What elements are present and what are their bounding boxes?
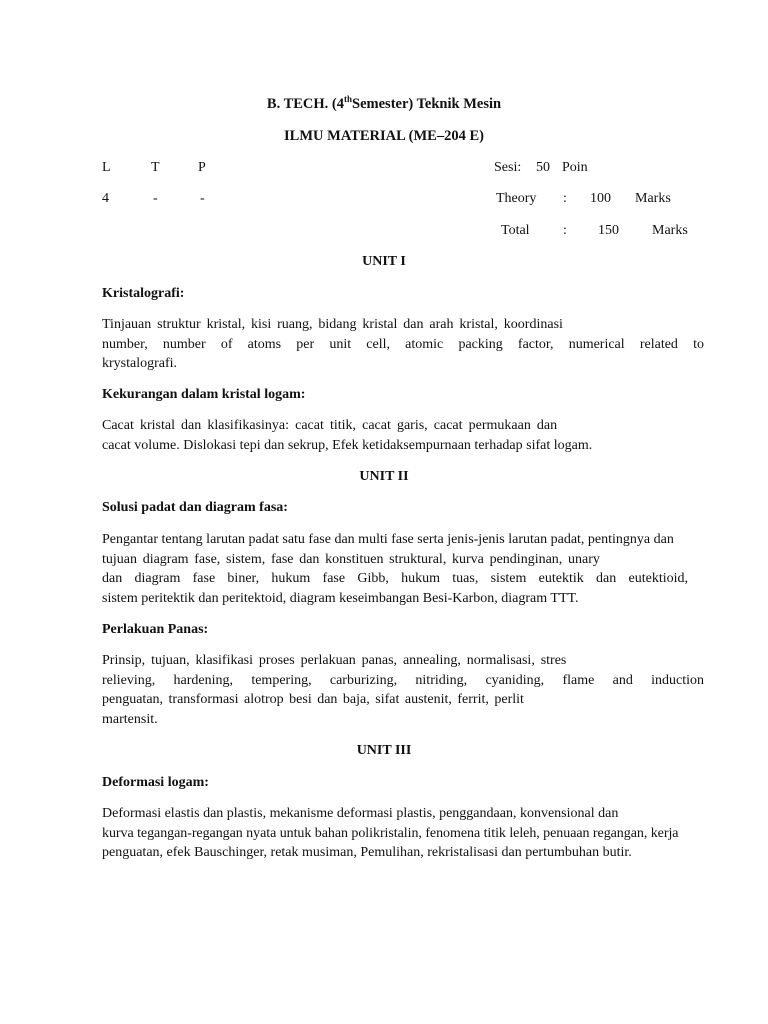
kristalografi-paragraph [102,315,704,374]
solusi-padat-paragraph [102,530,714,608]
unit-2-title: UNIT II [359,469,409,484]
sesi-value: 50 [536,160,550,175]
paragraph-line: number, number of atoms per unit cell, atomic packing factor, numerical related to [102,336,704,352]
paragraph-line: Prinsip, tujuan, klasifikasi proses perlakuan panas, annealing, normalisasi, stres [102,653,567,668]
kekurangan-heading: Kekurangan dalam kristal logam: [102,387,306,402]
paragraph-line: relieving, hardening, tempering, carburizing, nitriding, cyaniding, flame and induction [102,672,704,688]
total-label: Total [501,223,530,238]
unit-3-title: UNIT III [356,743,412,758]
t-label: T [151,160,160,175]
kekurangan-paragraph [102,416,704,455]
perlakuan-panas-paragraph [102,651,704,729]
course-title: ILMU MATERIAL (ME–204 E) [284,128,484,144]
paragraph-line: Cacat kristal dan klasifikasinya: cacat titik, cacat garis, cacat permukaan dan [102,418,558,433]
title-prefix: B. TECH. (4 [266,96,345,112]
theory-value: 100 [590,191,611,206]
deformasi-paragraph [102,804,742,863]
document-title [0,95,768,115]
deformasi-heading: Deformasi logam: [102,775,209,790]
paragraph-line: penguatan, transformasi alotrop besi dan baja, sifat austenit, ferrit, perlit [102,692,524,707]
total-colon: : [563,223,567,238]
title-superscript: th [344,94,353,104]
paragraph-line: cacat volume. Dislokasi tepi dan sekrup, Efek ketidaksempurnaan terhadap sifat logam. [102,437,593,453]
paragraph-line: martensit. [102,711,158,727]
sesi-unit: Poin [562,160,588,175]
kristalografi-heading: Kristalografi: [102,286,185,301]
p-value: - [200,191,205,206]
total-value: 150 [598,223,619,238]
theory-label: Theory [496,191,537,206]
paragraph-line: tujuan diagram fase, sistem, fase dan konstituen struktural, kurva pendinginan, unary [102,551,600,567]
solusi-padat-heading: Solusi padat dan diagram fasa: [102,500,288,515]
paragraph-line: Deformasi elastis dan plastis, mekanisme deformasi plastis, penggandaan, konvensional dan [102,806,619,821]
l-value: 4 [102,191,109,206]
paragraph-line: Tinjauan struktur kristal, kisi ruang, bidang kristal dan arah kristal, koordinasi [102,317,563,332]
paragraph-line: krystalografi. [102,356,178,371]
title-suffix: Semester) Teknik Mesin [352,96,502,112]
paragraph-line: Pengantar tentang larutan padat satu fase dan multi fase serta jenis-jenis larutan padat, pentingnya dan [102,532,674,547]
unit-1-title: UNIT I [362,254,406,269]
paragraph-line: kurva tegangan-regangan nyata untuk bahan polikristalin, fenomena titik leleh, penuaan regangan, kerja [102,825,679,841]
total-unit: Marks [652,223,688,238]
theory-unit: Marks [635,191,671,206]
t-value: - [153,191,158,206]
perlakuan-panas-heading: Perlakuan Panas: [102,622,209,637]
sesi-label: Sesi: [494,160,522,175]
p-label: P [198,160,206,175]
l-label: L [102,160,111,175]
paragraph-line: penguatan, efek Bauschinger, retak musiman, Pemulihan, rekristalisasi dan pertumbuhan butir. [102,845,632,860]
theory-colon: : [563,191,567,206]
paragraph-line: sistem peritektik dan peritektoid, diagram keseimbangan Besi-Karbon, diagram TTT. [102,590,579,606]
paragraph-line: dan diagram fase biner, hukum fase Gibb, hukum tuas, sistem eutektik dan eutektioid, [102,571,688,586]
